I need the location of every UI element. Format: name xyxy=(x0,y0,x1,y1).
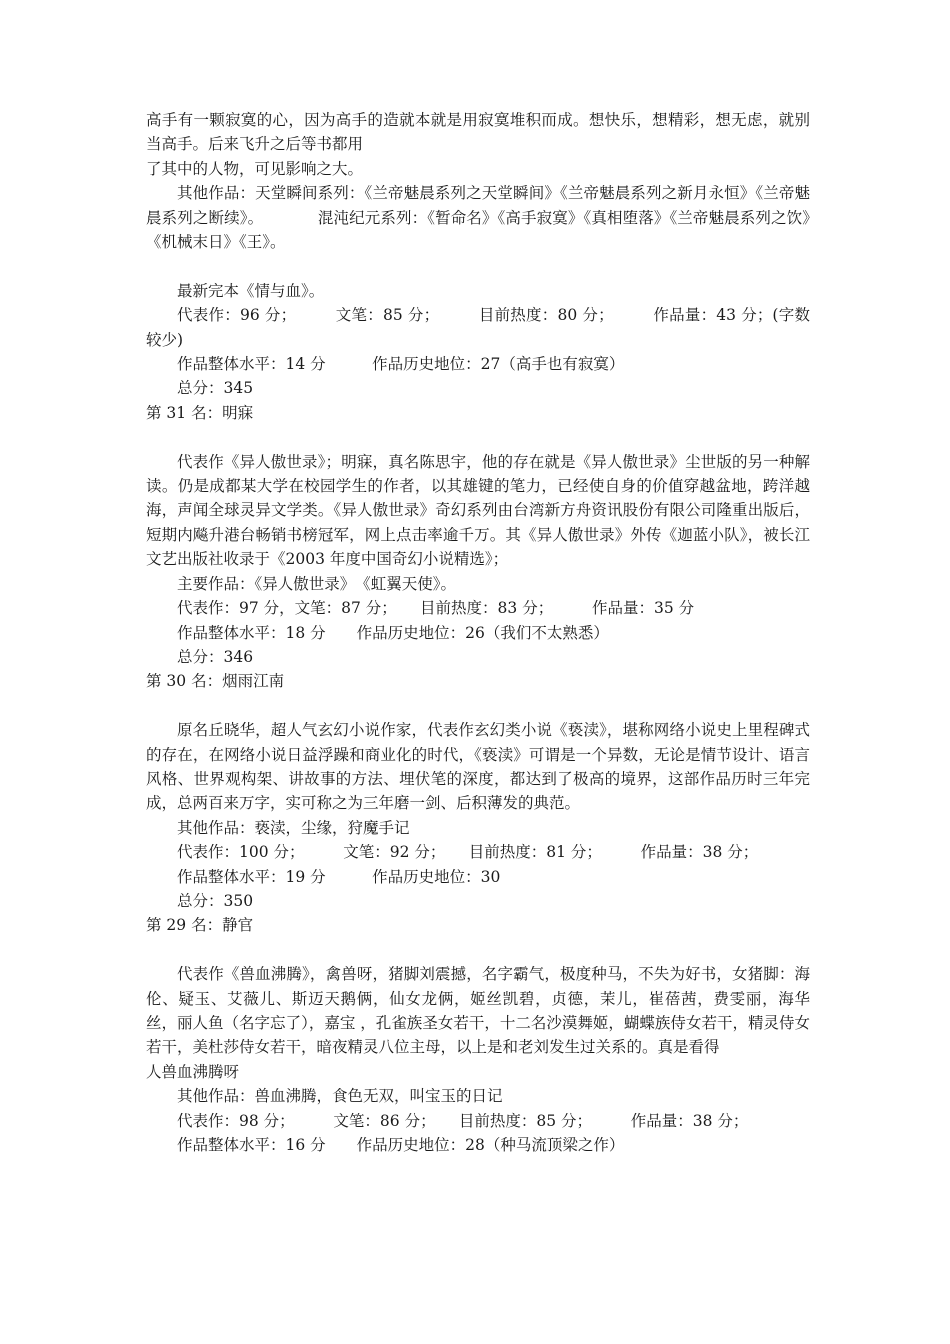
total-score: 总分：350 xyxy=(177,891,254,910)
other-works-line: 其他作品：亵渎，尘缘，狩魔手记 xyxy=(177,818,410,837)
other-works-line: 其他作品：兽血沸腾，食色无双，叫宝玉的日记 xyxy=(177,1087,503,1106)
description-paragraph: 原名丘晓华，超人气玄幻小说作家，代表作玄幻类小说《亵渎》，堪称网络小说史上里程碑式的存在，在网络小说日益浮躁和商业化的时代，《亵渎》可谓是一个异数，无论是情节设计、语言风格、世界观构架、讲故事的方法、埋伏笔的深度，都达到了极高的境界，这部作品历时三年完成，总两百来万字，实可称之为三年磨一剑、后积薄发的典范。 xyxy=(146,721,810,813)
document-page xyxy=(146,108,810,1157)
rank-heading-29: 第 29 名：静官 xyxy=(146,916,254,935)
level-line: 作品整体水平：14 分 作品历史地位：27（高手也有寂寞） xyxy=(177,355,625,374)
description-paragraph: 代表作《兽血沸腾》，禽兽呀，猪脚刘震撼，名字霸气，极度种马，不失为好书，女猪脚：海伦、疑玉、艾薇儿、斯迈天鹅俩，仙女龙俩，姬丝凯碧，贞德，茉儿，崔蓓茜，费雯丽，海华丝，丽人鱼（名字忘了），嘉宝 ，孔雀族圣女若干，十二名沙漠舞姬，蝴蝶族侍女若干，精灵侍女若干，美杜莎侍女若干，暗夜精灵八位主母，以上是和老刘发生过关系的。真是看得 xyxy=(146,965,810,1057)
score-line: 代表作：100 分； 文笔：92 分； 目前热度：81 分； 作品量：38 分； xyxy=(177,843,759,862)
description-paragraph: 代表作《异人傲世录》；明寐，真名陈思宇，他的存在就是《异人傲世录》尘世版的另一种解读。仍是成都某大学在校园学生的作者，以其雄键的笔力，已经使自身的价值穿越盆地，跨洋越海，声闻全球灵异文学类。《异人傲世录》奇幻系列由台湾新方舟资讯股份有限公司隆重出版后，短期内飚升港台畅销书榜冠军，网上点击率逾千万。其《异人傲世录》外传《迦蓝小队》，被长江文艺出版社收录于《2003 年度中国奇幻小说精选》； xyxy=(146,452,810,569)
total-score: 总分：345 xyxy=(177,379,254,398)
level-line: 作品整体水平：18 分 作品历史地位：26（我们不太熟悉） xyxy=(177,623,609,642)
score-line: 代表作：96 分； 文笔：85 分； 目前热度：80 分； 作品量：43 分；(字数较少) xyxy=(146,306,810,349)
total-score: 总分：346 xyxy=(177,647,254,666)
paragraph: 人兽血沸腾呀 xyxy=(146,1062,240,1081)
blank-line xyxy=(146,254,810,278)
blank-line xyxy=(146,938,810,962)
paragraph: 了其中的人物，可见影响之大。 xyxy=(146,159,364,178)
blank-line xyxy=(146,694,810,718)
rank-heading-31: 第 31 名：明寐 xyxy=(146,403,254,422)
latest-work-line: 最新完本《情与血》。 xyxy=(177,281,325,300)
score-line: 代表作：97 分，文笔：87 分； 目前热度：83 分； 作品量：35 分 xyxy=(177,599,695,618)
main-works-line: 主要作品：《异人傲世录》 《虹翼天使》。 xyxy=(177,574,457,593)
blank-line xyxy=(146,425,810,449)
score-line: 代表作：98 分； 文笔：86 分； 目前热度：85 分； 作品量：38 分； xyxy=(177,1111,749,1130)
other-works-paragraph: 其他作品：天堂瞬间系列：《兰帝魅晨系列之天堂瞬间》《兰帝魅晨系列之新月永恒》《兰帝魅晨系列之断续》。 混沌纪元系列：《暂命名》《高手寂寞》《真相堕落》《兰帝魅晨系列之饮》《机械末日》《王》。 xyxy=(146,184,810,252)
level-line: 作品整体水平：19 分 作品历史地位：30 xyxy=(177,867,501,886)
paragraph: 高手有一颗寂寞的心，因为高手的造就本就是用寂寞堆积而成。想快乐，想精彩，想无虑，就别当高手。后来飞升之后等书都用 xyxy=(146,111,810,154)
level-line: 作品整体水平：16 分 作品历史地位：28（种马流顶梁之作） xyxy=(177,1136,625,1154)
rank-heading-30: 第 30 名：烟雨江南 xyxy=(146,672,285,691)
